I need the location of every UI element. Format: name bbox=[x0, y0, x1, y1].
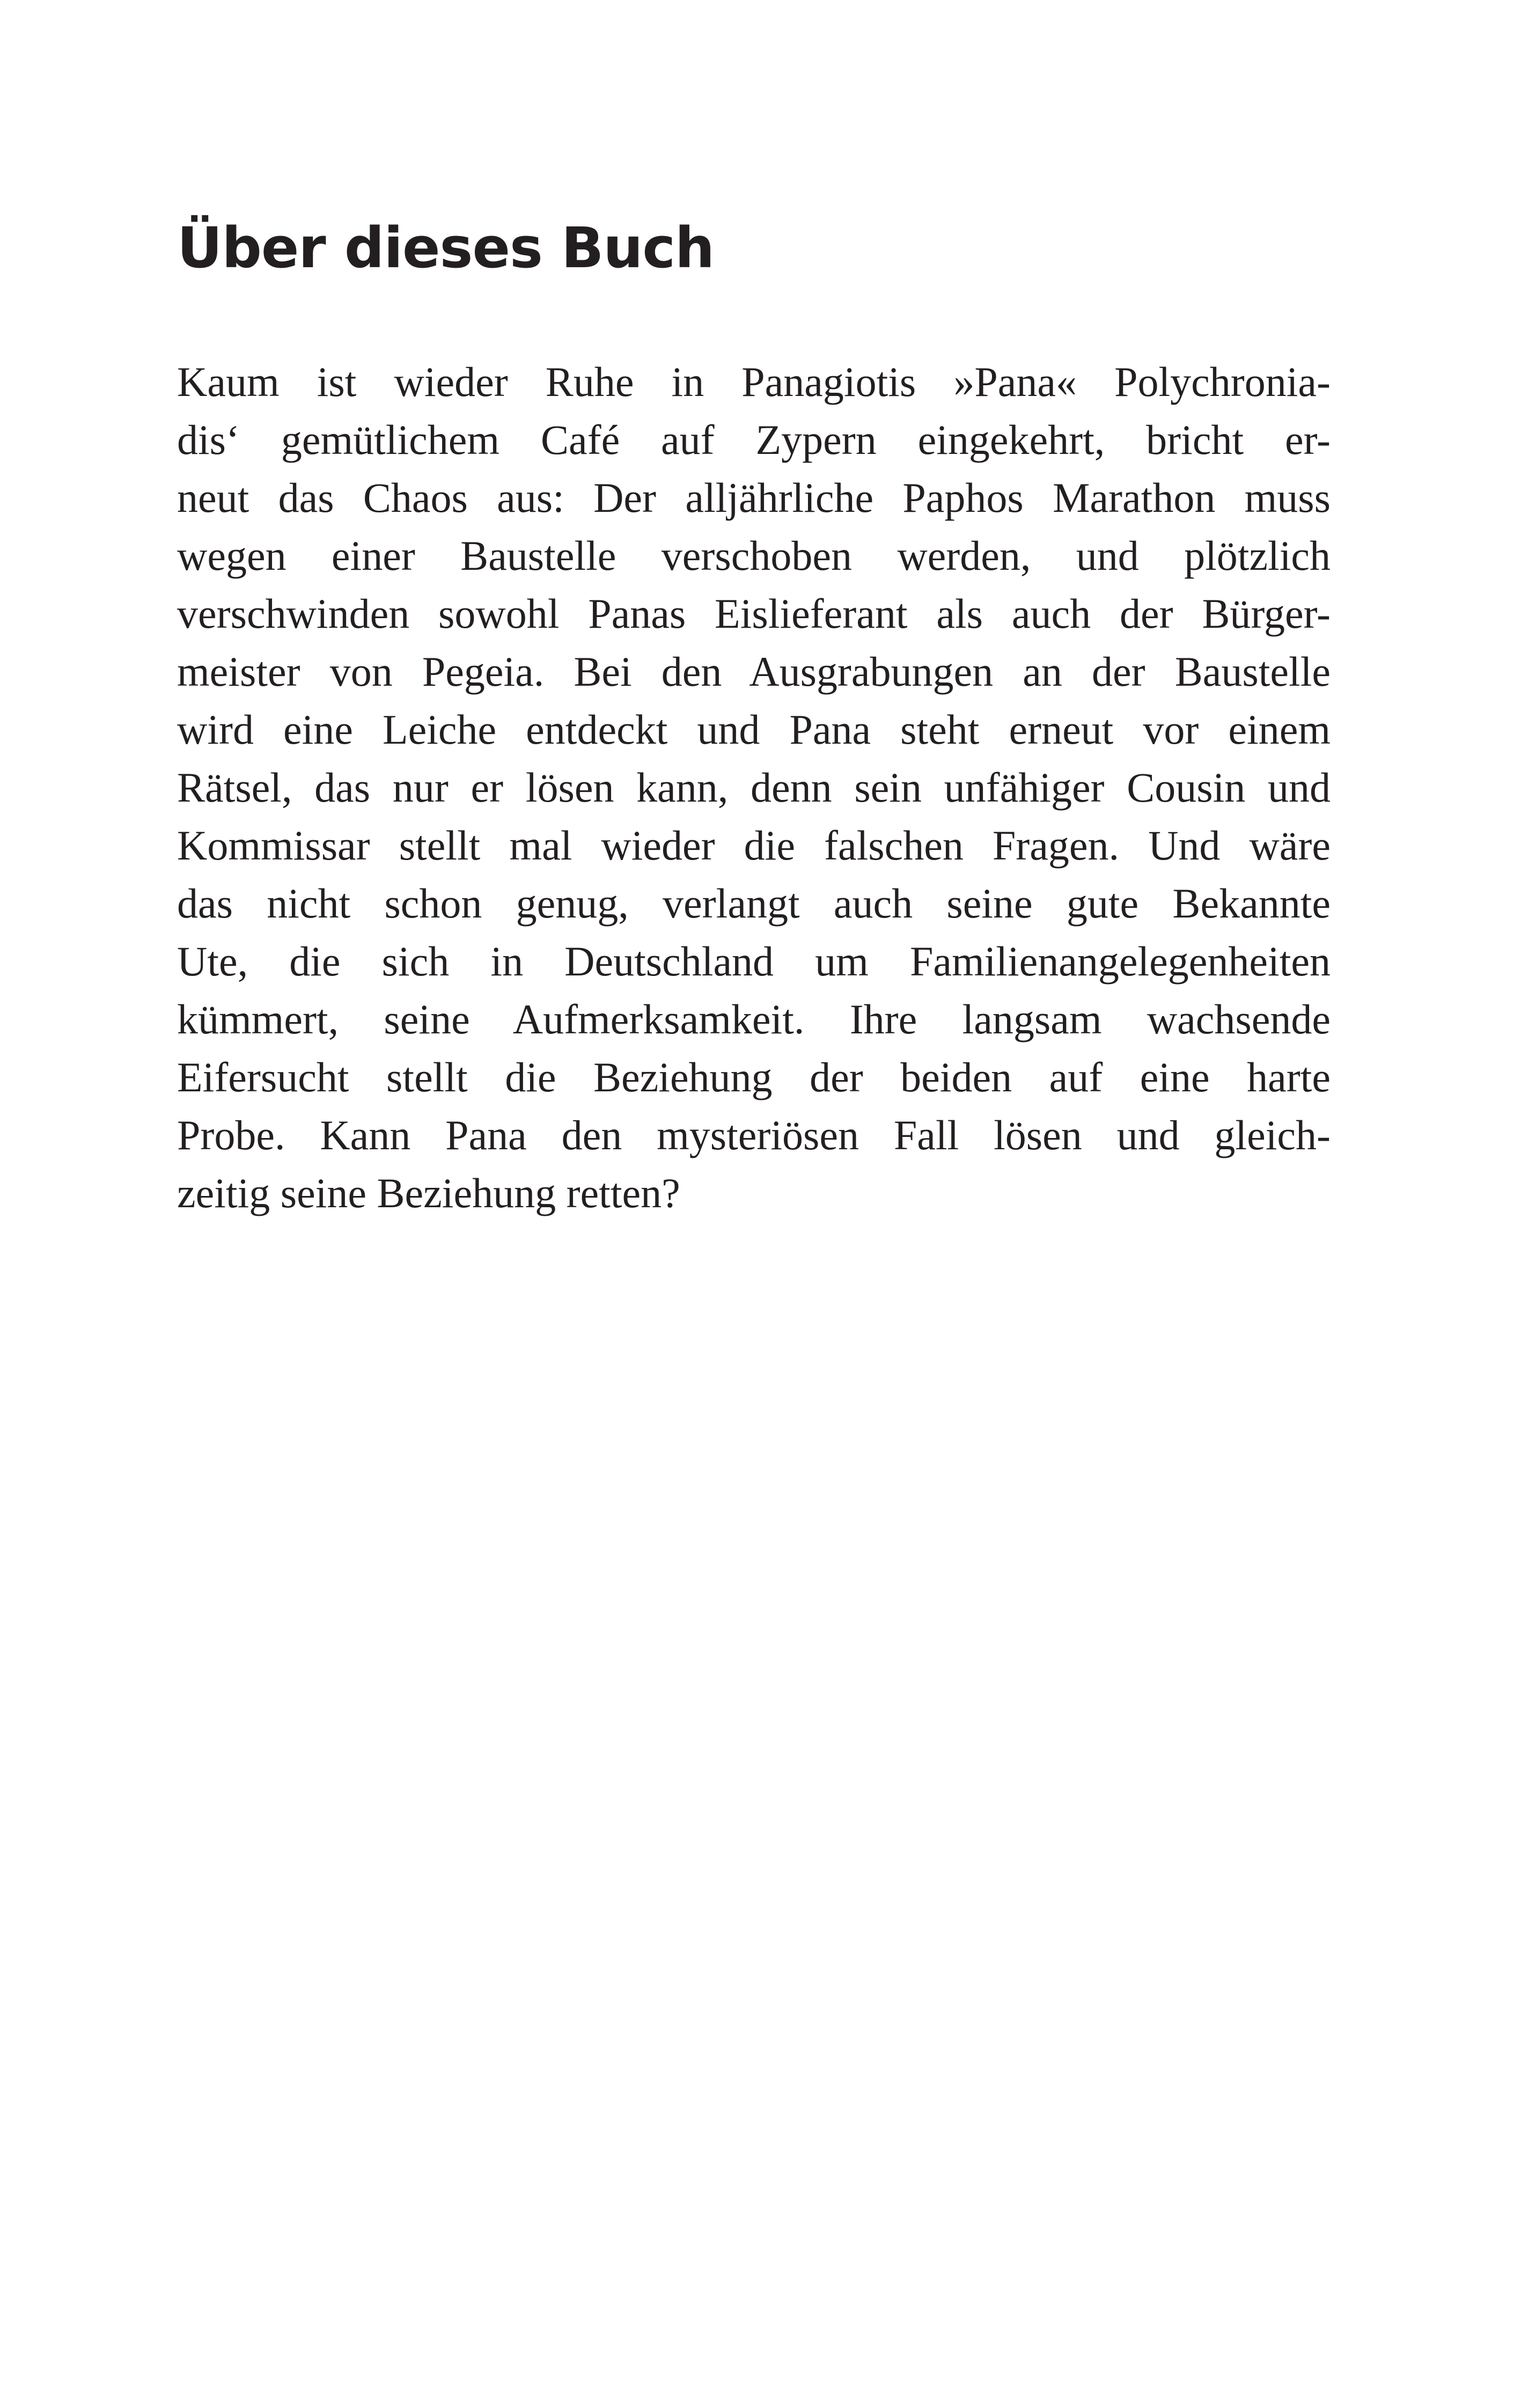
text-line: das nicht schon genug, verlangt auch seine gute Bekannte bbox=[177, 880, 1331, 927]
text-line: Kaum ist wieder Ruhe in Panagiotis »Pana« Polychronia- bbox=[177, 358, 1331, 405]
text-line: Rätsel, das nur er lösen kann, denn sein unfähiger Cousin und bbox=[177, 764, 1331, 811]
text-line: neut das Chaos aus: Der alljährliche Paphos Marathon muss bbox=[177, 474, 1331, 521]
blurb-paragraph bbox=[177, 353, 1331, 1222]
text-line: wegen einer Baustelle verschoben werden, und plötzlich bbox=[177, 532, 1331, 579]
text-line: wird eine Leiche entdeckt und Pana steht erneut vor einem bbox=[177, 706, 1331, 753]
text-line: verschwinden sowohl Panas Eislieferant als auch der Bürger- bbox=[177, 590, 1331, 637]
text-line: meister von Pegeia. Bei den Ausgrabungen an der Baustelle bbox=[177, 648, 1331, 695]
text-line: kümmert, seine Aufmerksamkeit. Ihre langsam wachsende bbox=[177, 996, 1331, 1043]
page-title: Über dieses Buch bbox=[177, 215, 715, 281]
text-line: dis‘ gemütlichem Café auf Zypern eingekehrt, bricht er- bbox=[177, 416, 1331, 463]
text-line: Kommissar stellt mal wieder die falschen Fragen. Und wäre bbox=[177, 822, 1331, 869]
text-line: zeitig seine Beziehung retten? bbox=[177, 1170, 680, 1216]
text-line: Eifersucht stellt die Beziehung der beiden auf eine harte bbox=[177, 1054, 1331, 1100]
text-line: Ute, die sich in Deutschland um Familienangelegenheiten bbox=[177, 938, 1331, 985]
text-line: Probe. Kann Pana den mysteriösen Fall lösen und gleich- bbox=[177, 1112, 1331, 1158]
